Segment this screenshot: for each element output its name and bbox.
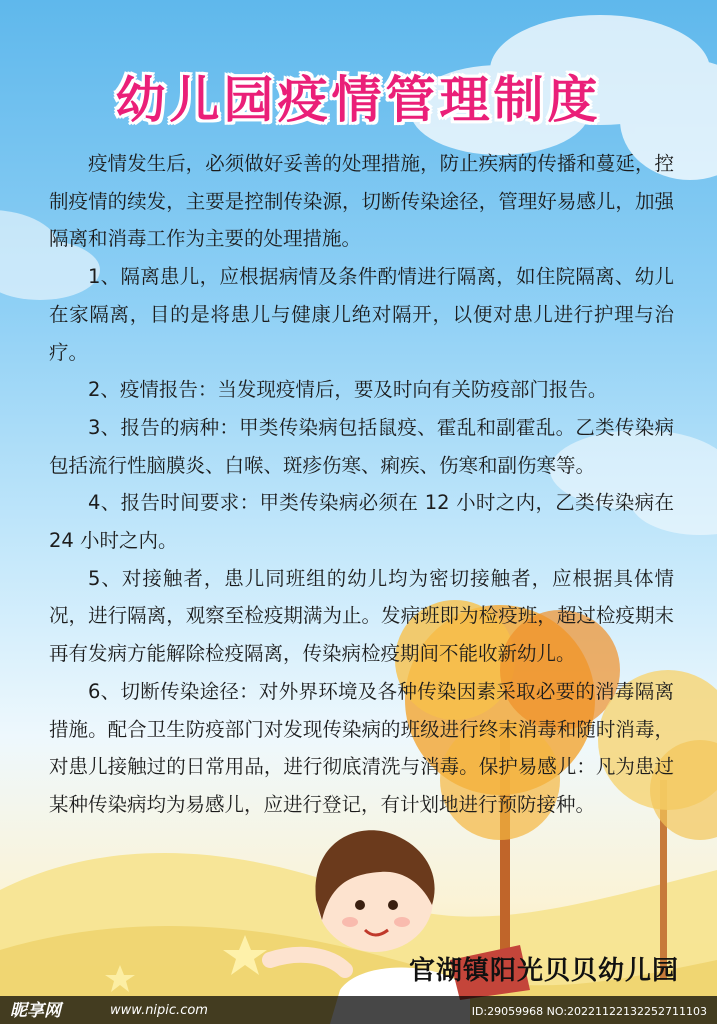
paragraph-rule-5: 5、对接触者，患儿同班组的幼儿均为密切接触者，应根据具体情况，进行隔离，观察至检疫期满为止。发病班即为检疫班，超过检疫期末再有发病方能解除检疫隔离，传染病检疫期间不能收新幼儿。	[49, 566, 674, 666]
watermark-logo: 昵享网	[10, 1001, 61, 1021]
paragraph-rule-4: 4、报告时间要求：甲类传染病必须在 12 小时之内，乙类传染病在 24 小时之内。	[49, 491, 674, 553]
school-name: 官湖镇阳光贝贝幼儿园	[408, 956, 679, 986]
watermark-url: www.nipic.com	[110, 1003, 208, 1018]
paragraph-rule-1: 1、隔离患儿，应根据病情及条件酌情进行隔离，如住院隔离、幼儿在家隔离，目的是将患儿与健康儿绝对隔开，以便对患儿进行护理与治疗。	[49, 265, 674, 364]
poster-title: 幼儿园疫情管理制度	[115, 71, 602, 129]
paragraph-rule-6: 6、切断传染途径：对外界环境及各种传染因素采取必要的消毒隔离措施。配合卫生防疫部门对发现传染病的班级进行终末消毒和随时消毒，对患儿接触过的日常用品，进行彻底清洗与消毒。保护易感儿：凡为患过某种传染病均为易感儿，应进行登记，有计划地进行预防接种。	[49, 679, 674, 816]
paragraph-rule-3: 3、报告的病种：甲类传染病包括鼠疫、霍乱和副霍乱。乙类传染病包括流行性脑膜炎、白喉、斑疹伤寒、痢疾、伤寒和副伤寒等。	[49, 415, 674, 477]
paragraph-rule-2: 2、疫情报告：当发现疫情后，要及时向有关防疫部门报告。	[88, 378, 608, 402]
watermark-id: ID:29059968 NO:20221122132252711103	[471, 1005, 707, 1018]
rules-body	[49, 145, 674, 824]
paragraph-intro: 疫情发生后，必须做好妥善的处理措施，防止疾病的传播和蔓延，控制疫情的续发，主要是控制传染源，切断传染途径，管理好易感儿，加强隔离和消毒工作为主要的处理措施。	[49, 152, 674, 251]
watermark-bar	[0, 996, 717, 1024]
